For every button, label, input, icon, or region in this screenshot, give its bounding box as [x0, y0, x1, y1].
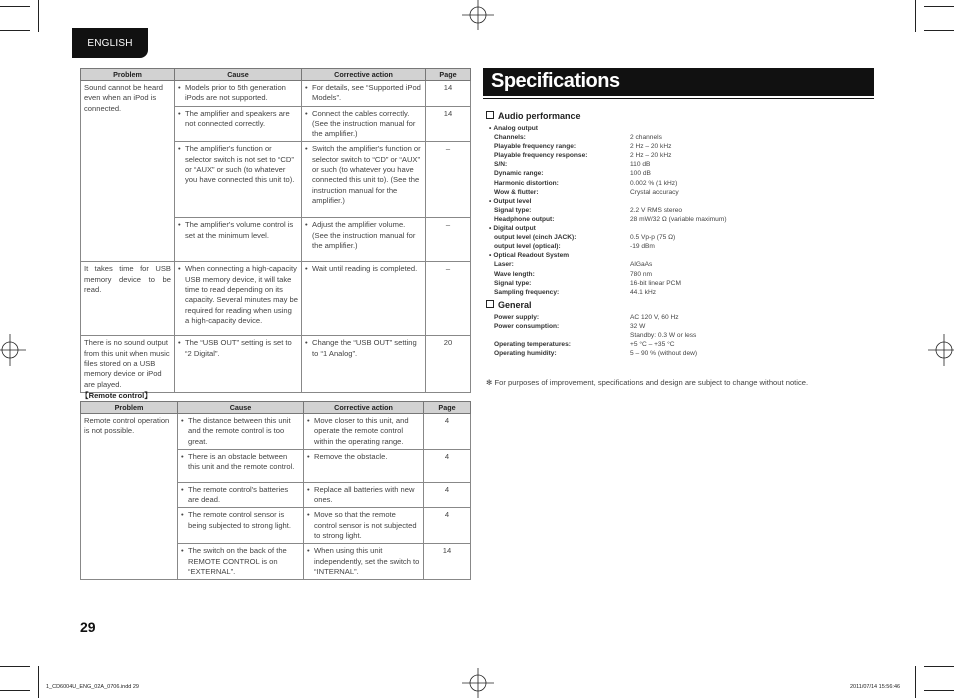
spec-row	[489, 288, 849, 297]
header-problem: Problem	[81, 402, 178, 414]
spec-value: 32 W	[630, 323, 646, 331]
spec-value: 0.002 % (1 kHz)	[630, 179, 678, 187]
audio-performance-list	[489, 124, 849, 297]
crop-mark	[38, 666, 39, 698]
spec-row	[489, 242, 849, 251]
spec-label: Signal type:	[494, 206, 532, 214]
spec-label: S/N:	[494, 161, 508, 169]
remote-control-table	[80, 401, 471, 580]
spec-value: 28 mW/32 Ω (variable maximum)	[630, 215, 727, 223]
spec-value: Crystal accuracy	[630, 188, 679, 196]
page-cell: 14	[426, 81, 471, 107]
spec-row	[489, 160, 849, 169]
general-list	[489, 313, 849, 358]
title-rule	[483, 98, 874, 99]
problem-cell: Remote control operation is not possible.	[81, 414, 178, 580]
action-cell: • For details, see “Supported iPod Models”.	[302, 81, 426, 107]
spec-row	[489, 215, 849, 224]
cause-cell: • When connecting a high-capacity USB memory device, it will take time to read depending on its capacity. Several minutes may be required for reading when using a high-capacity device.	[175, 262, 302, 336]
spec-value: 780 nm	[630, 270, 652, 278]
spec-label: Power consumption:	[494, 323, 560, 331]
crop-mark	[38, 0, 39, 32]
registration-mark-right	[928, 328, 954, 372]
cause-cell: • There is an obstacle between this unit and the remote control.	[178, 449, 304, 482]
table-row	[81, 262, 471, 336]
page-cell: 4	[424, 414, 471, 450]
crop-mark	[0, 30, 30, 31]
spec-value: 100 dB	[630, 170, 651, 178]
remote-control-heading: 【Remote control】	[81, 391, 152, 400]
spec-label: output level (cinch JACK):	[494, 234, 577, 242]
problem-cell: It takes time for USB memory device to be read.	[81, 262, 175, 336]
spec-label: Laser:	[494, 261, 514, 269]
page-cell: 4	[424, 482, 471, 508]
page-cell: –	[426, 218, 471, 262]
spec-value: AC 120 V, 60 Hz	[630, 314, 679, 321]
spec-row	[489, 233, 849, 242]
spec-label: Power supply:	[494, 314, 540, 321]
spec-label: • Digital output	[489, 224, 536, 233]
crop-mark	[924, 690, 954, 691]
spec-row	[489, 279, 849, 288]
header-page: Page	[426, 69, 471, 81]
spec-row	[489, 331, 849, 340]
table-header-row	[81, 402, 471, 414]
spec-label: Wow & flutter:	[494, 188, 539, 196]
spec-value: 2 Hz – 20 kHz	[630, 152, 672, 160]
crop-mark	[915, 0, 916, 32]
header-page: Page	[424, 402, 471, 414]
action-cell: • Switch the amplifier's function or selector switch to “CD” or “AUX” or such (to whatever you have connected this unit to). (See the instruction manual for the amplifier.)	[302, 142, 426, 218]
page-cell: –	[426, 262, 471, 336]
action-cell: • Connect the cables correctly. (See the instruction manual for the amplifier.)	[302, 106, 426, 142]
spec-row	[489, 260, 849, 269]
language-label: ENGLISH	[87, 37, 133, 49]
cause-cell: • The “USB OUT” setting is set to “2 Digital”.	[175, 336, 302, 392]
spec-row	[489, 322, 849, 331]
spec-value: 0.5 Vp-p (75 Ω)	[630, 234, 676, 242]
action-cell: • Wait until reading is completed.	[302, 262, 426, 336]
problem-cell: Sound cannot be heard even when an iPod is connected.	[81, 81, 175, 262]
spec-value: 2 channels	[630, 134, 662, 142]
header-cause: Cause	[175, 69, 302, 81]
spec-row	[489, 251, 849, 260]
problem-cell: There is no sound output from this unit when music files stored on a USB memory device or iPod are played.	[81, 336, 175, 392]
spec-row	[489, 169, 849, 178]
footer-file-info: 1_CD6004U_ENG_02A_0706.indd 29	[46, 684, 139, 690]
cause-cell: • The distance between this unit and the remote control is too great.	[178, 414, 304, 450]
spec-value: Standby: 0.3 W or less	[630, 332, 697, 340]
page-cell: 4	[424, 508, 471, 544]
specifications-title: Specifications	[491, 70, 620, 92]
page-cell: 14	[424, 544, 471, 580]
action-cell: • Move so that the remote control sensor is not subjected to strong light.	[304, 508, 424, 544]
spec-label: • Output level	[489, 197, 531, 206]
action-cell: • Remove the obstacle.	[304, 449, 424, 482]
spec-row	[489, 133, 849, 142]
spec-value: AlGaAs	[630, 261, 653, 269]
spec-row	[489, 179, 849, 188]
crop-mark	[0, 6, 30, 7]
checkbox-square-icon	[486, 111, 494, 119]
table-row	[81, 81, 471, 107]
spec-row	[489, 349, 849, 358]
page-number: 29	[80, 619, 96, 635]
spec-label: Headphone output:	[494, 215, 555, 223]
specifications-note: ✻ For purposes of improvement, specifications and design are subject to change without notice.	[486, 378, 809, 387]
spec-value: 110 dB	[630, 161, 651, 169]
cause-cell: • The amplifier and speakers are not connected correctly.	[175, 106, 302, 142]
cause-cell: • The amplifier's volume control is set at the minimum level.	[175, 218, 302, 262]
spec-label: Dynamic range:	[494, 170, 544, 178]
spec-value: +5 °C – +35 °C	[630, 341, 675, 349]
header-corrective-action: Corrective action	[304, 402, 424, 414]
spec-row	[489, 206, 849, 215]
crop-mark	[0, 666, 30, 667]
page-cell: 4	[424, 449, 471, 482]
spec-label: Operating temperatures:	[494, 341, 571, 349]
audio-performance-heading: Audio performance	[486, 111, 581, 121]
cause-cell: • Models prior to 5th generation iPods are not supported.	[175, 81, 302, 107]
spec-value: 2 Hz – 20 kHz	[630, 143, 672, 151]
spec-label: • Analog output	[489, 124, 538, 133]
spec-row	[489, 142, 849, 151]
spec-label: Channels:	[494, 134, 526, 142]
crop-mark	[924, 6, 954, 7]
action-cell: • Adjust the amplifier volume. (See the instruction manual for the amplifier.)	[302, 218, 426, 262]
footer-timestamp: 2011/07/14 15:56:46	[850, 684, 901, 690]
spec-label: Sampling frequency:	[494, 288, 560, 296]
spec-row	[489, 124, 849, 133]
spec-row	[489, 197, 849, 206]
spec-label: Operating humidity:	[494, 350, 557, 358]
spec-row	[489, 270, 849, 279]
crop-mark	[915, 666, 916, 698]
action-cell: • Move closer to this unit, and operate the remote control within the operating range.	[304, 414, 424, 450]
table-header-row	[81, 69, 471, 81]
spec-row	[489, 188, 849, 197]
spec-row	[489, 340, 849, 349]
spec-label: • Optical Readout System	[489, 251, 569, 260]
page-cell: 14	[426, 106, 471, 142]
table-row	[81, 336, 471, 392]
spec-value: -19 dBm	[630, 243, 655, 251]
spec-label: output level (optical):	[494, 243, 561, 251]
checkbox-square-icon	[486, 300, 494, 308]
cause-cell: • The amplifier's function or selector switch is not set to “CD” or “AUX” or such (to whatever you have connected this unit to).	[175, 142, 302, 218]
spec-label: Wave length:	[494, 270, 535, 278]
header-cause: Cause	[178, 402, 304, 414]
crop-mark	[924, 30, 954, 31]
crop-mark	[924, 666, 954, 667]
cause-cell: • The remote control sensor is being subjected to strong light.	[178, 508, 304, 544]
spec-value: 5 – 90 % (without dew)	[630, 350, 698, 358]
general-heading: General	[486, 300, 532, 310]
spec-label: Playable frequency range:	[494, 143, 577, 151]
spec-row	[489, 224, 849, 233]
header-problem: Problem	[81, 69, 175, 81]
table-row	[81, 414, 471, 450]
spec-row	[489, 151, 849, 160]
spec-row	[489, 313, 849, 322]
troubleshooting-table	[80, 68, 471, 393]
action-cell: • When using this unit independently, set the switch to “INTERNAL”.	[304, 544, 424, 580]
action-cell: • Replace all batteries with new ones.	[304, 482, 424, 508]
action-cell: • Change the “USB OUT” setting to “1 Analog”.	[302, 336, 426, 392]
spec-value: 44.1 kHz	[630, 288, 657, 296]
page-cell: –	[426, 142, 471, 218]
page-cell: 20	[426, 336, 471, 392]
registration-mark-bottom	[456, 668, 500, 698]
header-corrective-action: Corrective action	[302, 69, 426, 81]
registration-mark-top	[456, 0, 500, 30]
spec-label: Harmonic distortion:	[494, 179, 559, 187]
crop-mark	[0, 690, 30, 691]
cause-cell: • The remote control's batteries are dead.	[178, 482, 304, 508]
spec-label: Signal type:	[494, 279, 532, 287]
registration-mark-left	[0, 328, 26, 372]
spec-value: 16-bit linear PCM	[630, 279, 681, 287]
spec-label: Playable frequency response:	[494, 152, 588, 160]
spec-value: 2.2 V RMS stereo	[630, 206, 683, 214]
language-tab	[72, 28, 148, 58]
cause-cell: • The switch on the back of the REMOTE CONTROL is on “EXTERNAL”.	[178, 544, 304, 580]
